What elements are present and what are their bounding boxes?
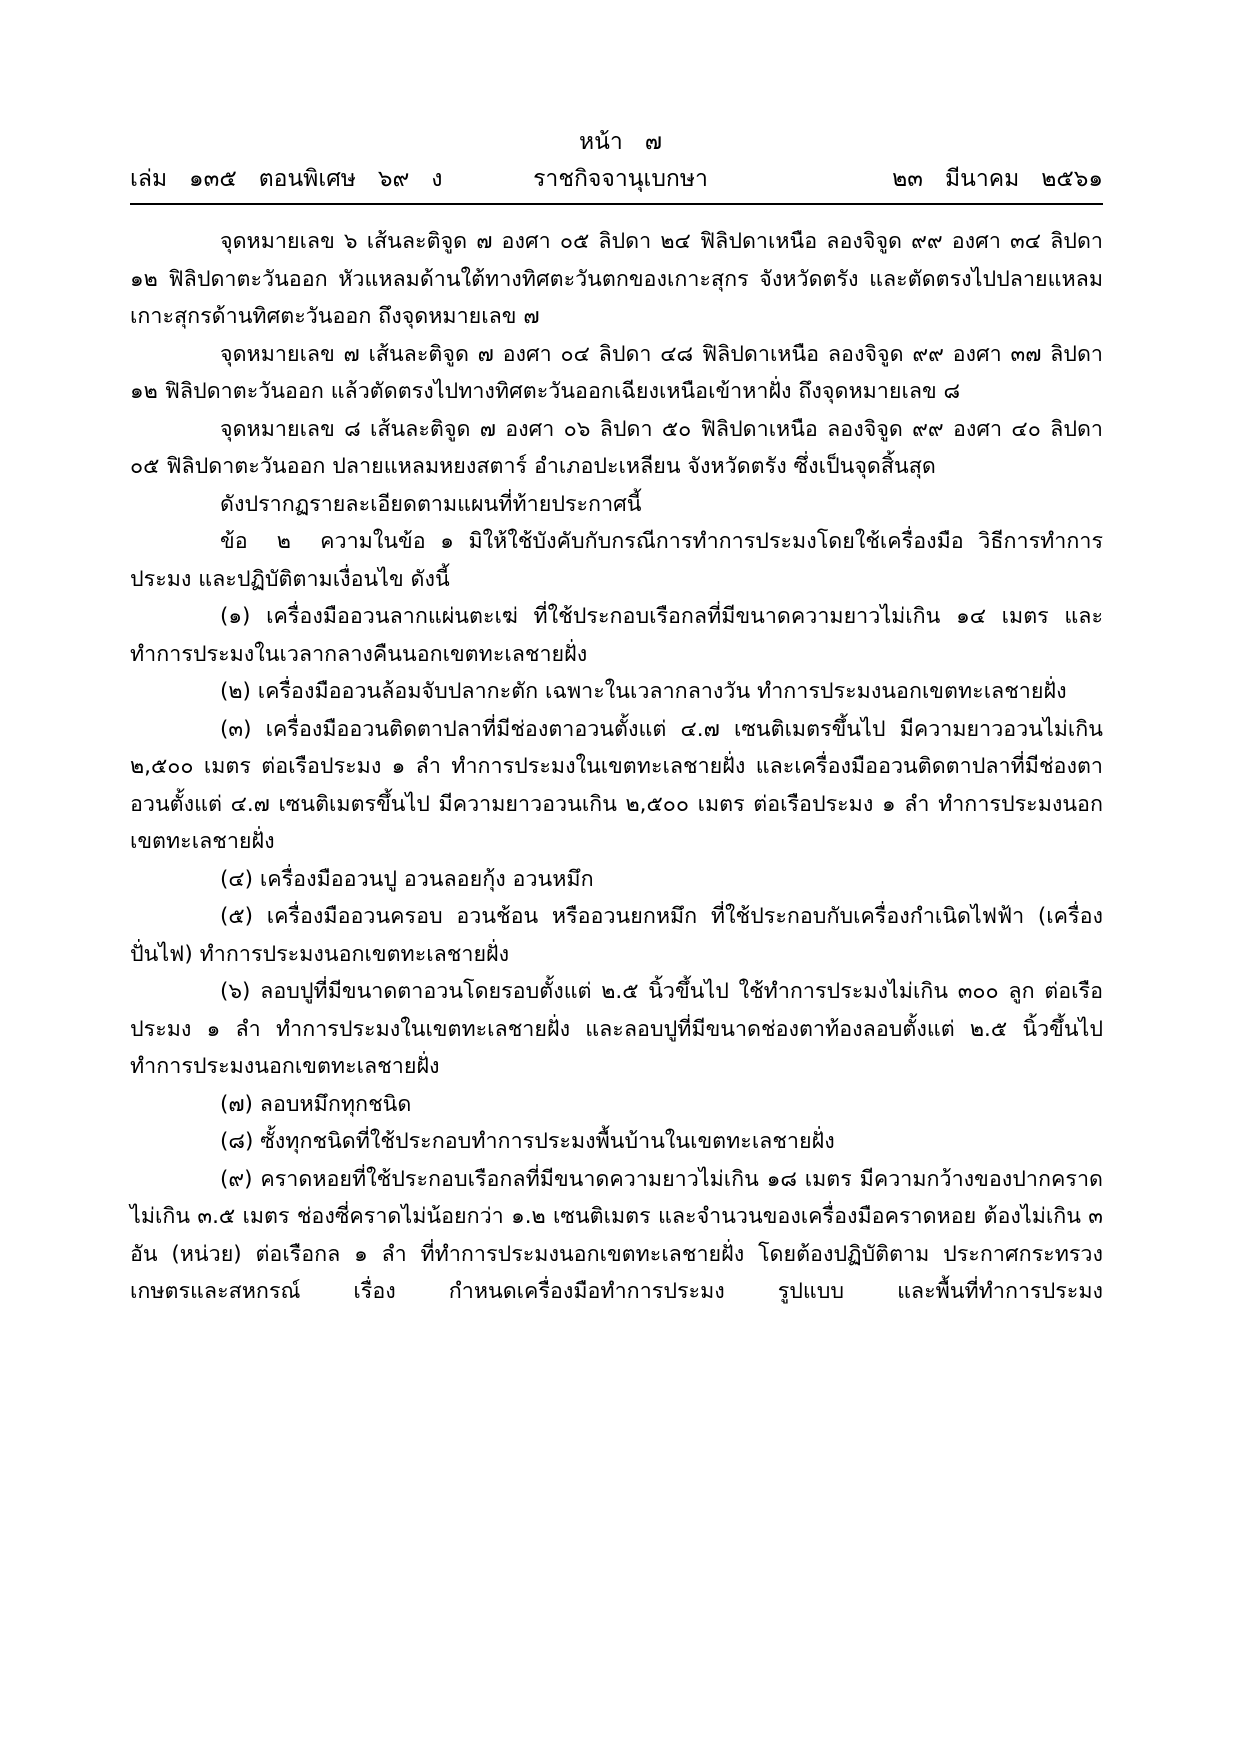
page-number: หน้า ๗	[578, 129, 663, 155]
paragraph-item-5: (๕) เครื่องมืออวนครอบ อวนช้อน หรืออวนยกหมึก ที่ใช้ประกอบกับเครื่องกำเนิดไฟฟ้า (เครื่องปั่นไฟ) ทำการประมงนอกเขตทะเลชายฝั่ง	[130, 904, 1103, 967]
volume-info: เล่ม ๑๓๕ ตอนพิเศษ ๖๙ ง	[130, 166, 443, 192]
paragraph-map-reference: ดังปรากฏรายละเอียดตามแผนที่ท้ายประกาศนี้	[220, 491, 642, 517]
paragraph-item-8: (๘) ซั้งทุกชนิดที่ใช้ประกอบทำการประมงพื้นบ้านในเขตทะเลชายฝั่ง	[220, 1129, 835, 1154]
publication-date: ๒๓ มีนาคม ๒๕๖๑	[892, 166, 1103, 192]
document-body	[130, 223, 1110, 1311]
paragraph-point-8: จุดหมายเลข ๘ เส้นละติจูด ๗ องศา ๐๖ ลิปดา ๕๐ ฟิลิปดาเหนือ ลองจิจูด ๙๙ องศา ๔๐ ลิปดา ๐๕ ฟิลิปดาตะวันออก ปลายแหลมหยงสตาร์ อำเภอปะเหลียน จังหวัดตรัง ซึ่งเป็นจุดสิ้นสุด	[130, 416, 1110, 479]
paragraph-item-4: (๔) เครื่องมืออวนปู อวนลอยกุ้ง อวนหมึก	[220, 866, 594, 892]
header-divider	[130, 203, 1103, 205]
paragraph-item-6: (๖) ลอบปูที่มีขนาดตาอวนโดยรอบตั้งแต่ ๒.๕ นิ้วขึ้นไป ใช้ทำการประมงไม่เกิน ๓๐๐ ลูก ต่อเรือประมง ๑ ลำ ทำการประมงในเขตทะเลชายฝั่ง และลอบปูที่มีขนาดช่องตาท้องลอบตั้งแต่ ๒.๕ นิ้วขึ้นไป ทำการประมงนอกเขตทะเลชายฝั่ง	[130, 979, 1110, 1079]
paragraph-point-6: จุดหมายเลข ๖ เส้นละติจูด ๗ องศา ๐๕ ลิปดา ๒๔ ฟิลิปดาเหนือ ลองจิจูด ๙๙ องศา ๓๔ ลิปดา ๑๒ ฟิลิปดาตะวันออก หัวแหลมด้านใต้ทางทิศตะวันตกของเกาะสุกร จังหวัดตรัง และตัดตรงไปปลายแหลมเกาะสุกรด้านทิศตะวันออก ถึงจุดหมายเลข ๗	[130, 229, 1110, 329]
paragraph-point-7: จุดหมายเลข ๗ เส้นละติจูด ๗ องศา ๐๔ ลิปดา ๔๘ ฟิลิปดาเหนือ ลองจิจูด ๙๙ องศา ๓๗ ลิปดา ๑๒ ฟิลิปดาตะวันออก แล้วตัดตรงไปทางทิศตะวันออกเฉียงเหนือเข้าหาฝั่ง ถึงจุดหมายเลข ๘	[130, 341, 1110, 404]
paragraph-item-9: (๙) คราดหอยที่ใช้ประกอบเรือกลที่มีขนาดความยาวไม่เกิน ๑๘ เมตร มีความกว้างของปากคราด ไม่เกิน ๓.๕ เมตร ช่องซี่คราดไม่น้อยกว่า ๑.๒ เซนติเมตร และจำนวนของเครื่องมือคราดหอย ต้องไม่เกิน ๓ อัน (หน่วย) ต่อเรือกล ๑ ลำ ที่ทำการประมงนอกเขตทะเลชายฝั่ง โดยต้องปฏิบัติตาม ประกาศกระทรวงเกษตรและสหกรณ์ เรื่อง กำหนดเครื่องมือทำการประมง รูปแบบ และพื้นที่ทำการประมง	[130, 1166, 1110, 1304]
paragraph-item-1: (๑) เครื่องมืออวนลากแผ่นตะเฆ่ ที่ใช้ประกอบเรือกลที่มีขนาดความยาวไม่เกิน ๑๔ เมตร และทำการประมงในเวลากลางคืนนอกเขตทะเลชายฝั่ง	[130, 604, 1103, 667]
paragraph-clause-2: ข้อ ๒ ความในข้อ ๑ มิให้ใช้บังคับกับกรณีการทำการประมงโดยใช้เครื่องมือ วิธีการทำการประมง และปฏิบัติตามเงื่อนไข ดังนี้	[130, 529, 1103, 592]
paragraph-item-3: (๓) เครื่องมืออวนติดตาปลาที่มีช่องตาอวนตั้งแต่ ๔.๗ เซนติเมตรขึ้นไป มีความยาวอวนไม่เกิน ๒,๕๐๐ เมตร ต่อเรือประมง ๑ ลำ ทำการประมงในเขตทะเลชายฝั่ง และเครื่องมืออวนติดตาปลาที่มีช่องตาอวนตั้งแต่ ๔.๗ เซนติเมตรขึ้นไป มีความยาวอวนเกิน ๒,๕๐๐ เมตร ต่อเรือประมง ๑ ลำ ทำการประมงนอกเขตทะเลชายฝั่ง	[130, 716, 1110, 854]
paragraph-item-2: (๒) เครื่องมืออวนล้อมจับปลากะตัก เฉพาะในเวลากลางวัน ทำการประมงนอกเขตทะเลชายฝั่ง	[220, 679, 1067, 704]
paragraph-item-7: (๗) ลอบหมึกทุกชนิด	[220, 1091, 412, 1117]
gazette-title: ราชกิจจานุเบกษา	[533, 166, 708, 192]
